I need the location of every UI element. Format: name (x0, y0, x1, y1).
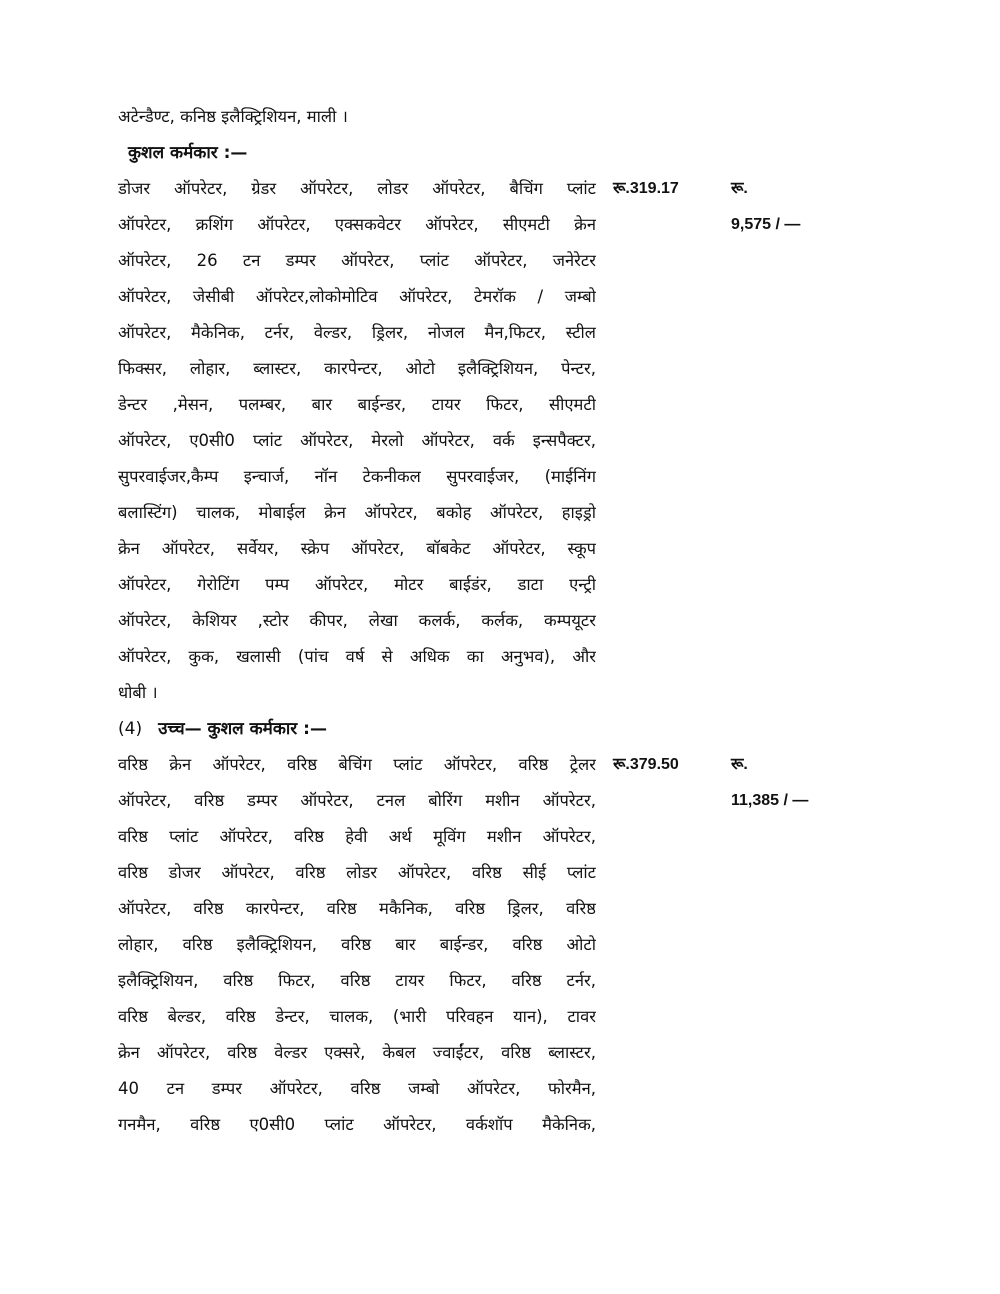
occupation-line: क्रेन ऑपरेटर, सर्वेयर, स्क्रेप ऑपरेटर, बॉबकेट ऑपरेटर, स्कूप (118, 539, 596, 558)
section-number: (4) (118, 719, 143, 739)
occupation-line: ऑपरेटर, ए0सी0 प्लांट ऑपरेटर, मेरलो ऑपरेटर, वर्क इन्सपैक्टर, (118, 431, 596, 450)
highly-skilled-heading: उच्च— कुशल कर्मकार :— (158, 719, 327, 739)
highly-skilled-heading-row (118, 711, 327, 747)
occupation-line: वरिष्ठ बेल्डर, वरिष्ठ डेन्टर, चालक, (भारी परिवहन यान), टावर (118, 1007, 596, 1026)
occupation-line: सुपरवाईजर,कैम्प इन्चार्ज, नॉन टेकनीकल सुपरवाईजर, (माईनिंग (118, 467, 596, 486)
occupation-line: डेन्टर ,मेसन, पलम्बर, बार बाईन्डर, टायर फिटर, सीएमटी (118, 395, 596, 414)
intro-line: अटेन्डैण्ट, कनिष्ठ इलैक्ट्रिशियन, माली । (118, 107, 348, 126)
occupation-line: डोजर ऑपरेटर, ग्रेडर ऑपरेटर, लोडर ऑपरेटर, बैचिंग प्लांट (118, 179, 596, 198)
occupation-line: लोहार, वरिष्ठ इलैक्ट्रिशियन, वरिष्ठ बार बाईन्डर, वरिष्ठ ओटो (118, 935, 596, 954)
highly-skilled-daily-rate: रू.379.50 (613, 756, 679, 773)
occupation-line: इलैक्ट्रिशियन, वरिष्ठ फिटर, वरिष्ठ टायर फिटर, वरिष्ठ टर्नर, (118, 971, 596, 990)
skilled-daily-rate: रू.319.17 (613, 180, 679, 197)
occupation-line: ऑपरेटर, वरिष्ठ कारपेन्टर, वरिष्ठ मकैनिक, वरिष्ठ ड्रिलर, वरिष्ठ (118, 899, 596, 918)
occupation-line: ऑपरेटर, मैकेनिक, टर्नर, वेल्डर, ड्रिलर, नोजल मैन,फिटर, स्टील (118, 323, 596, 342)
occupation-line: ऑपरेटर, वरिष्ठ डम्पर ऑपरेटर, टनल बोरिंग मशीन ऑपरेटर, (118, 791, 596, 810)
occupation-line: वरिष्ठ प्लांट ऑपरेटर, वरिष्ठ हेवी अर्थ मूविंग मशीन ऑपरेटर, (118, 827, 596, 846)
occupation-line: ऑपरेटर, क्रशिंग ऑपरेटर, एक्सकवेटर ऑपरेटर, सीएमटी क्रेन (118, 215, 596, 234)
skilled-heading: कुशल कर्मकार :— (128, 143, 248, 163)
occupation-line: धोबी । (118, 683, 158, 702)
occupation-line: ऑपरेटर, 26 टन डम्पर ऑपरेटर, प्लांट ऑपरेटर, जनेरेटर (118, 251, 596, 270)
occupation-line: बलास्टिंग) चालक, मोबाईल क्रेन ऑपरेटर, बकोह ऑपरेटर, हाइड्रो (118, 503, 596, 522)
occupation-line: ऑपरेटर, गेरोटिंग पम्प ऑपरेटर, मोटर बाईडंर, डाटा एन्ट्री (118, 575, 596, 594)
occupation-line: ऑपरेटर, कुक, खलासी (पांच वर्ष से अधिक का अनुभव), और (118, 647, 596, 666)
skilled-wage-prefix: रू. (731, 180, 748, 197)
occupation-line: वरिष्ठ क्रेन ऑपरेटर, वरिष्ठ बेचिंग प्लांट ऑपरेटर, वरिष्ठ ट्रेलर (118, 755, 596, 774)
occupation-line: ऑपरेटर, केशियर ,स्टोर कीपर, लेखा कलर्क, कर्लक, कम्पयूटर (118, 611, 596, 630)
occupation-line: 40 टन डम्पर ऑपरेटर, वरिष्ठ जम्बो ऑपरेटर, फोरमैन, (118, 1079, 596, 1098)
occupation-line: वरिष्ठ डोजर ऑपरेटर, वरिष्ठ लोडर ऑपरेटर, वरिष्ठ सीई प्लांट (118, 863, 596, 882)
occupation-line: क्रेन ऑपरेटर, वरिष्ठ वेल्डर एक्सरे, केबल ज्वाईंटर, वरिष्ठ ब्लास्टर, (118, 1043, 596, 1062)
highly-skilled-monthly-wage: 11,385 / — (731, 792, 809, 809)
occupation-line: गनमैन, वरिष्ठ ए0सी0 प्लांट ऑपरेटर, वर्कशॉप मैकेनिक, (118, 1115, 596, 1134)
highly-skilled-wage-prefix: रू. (731, 756, 748, 773)
occupation-line: ऑपरेटर, जेसीबी ऑपरेटर,लोकोमोटिव ऑपरेटर, टेमरॉक / जम्बो (118, 287, 596, 306)
skilled-monthly-wage: 9,575 / — (731, 216, 801, 233)
occupation-line: फिक्सर, लोहार, ब्लास्टर, कारपेन्टर, ओटो इलैक्ट्रिशियन, पेन्टर, (118, 359, 596, 378)
